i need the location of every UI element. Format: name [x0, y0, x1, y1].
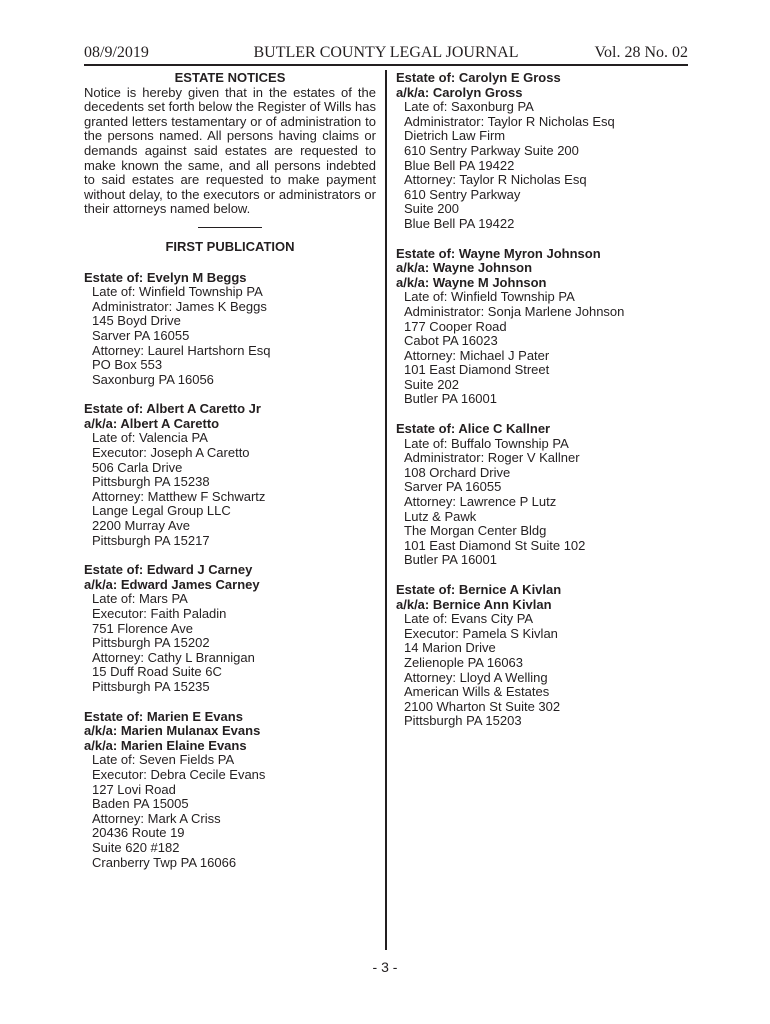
- estate-aka: a/k/a: Wayne Johnson: [396, 260, 533, 276]
- section-divider: [198, 227, 262, 228]
- estate-detail-line: Administrator: Sonja Marlene Johnson: [404, 303, 625, 319]
- estate-detail-line: 145 Boyd Drive: [92, 313, 181, 329]
- estate-detail-line: Cabot PA 16023: [404, 333, 498, 349]
- estate-detail-line: Executor: Pamela S Kivlan: [404, 625, 558, 641]
- estate-detail-line: Attorney: Taylor R Nicholas Esq: [404, 172, 587, 188]
- estate-detail-line: Zelienople PA 16063: [404, 654, 524, 670]
- header-rule: [84, 64, 688, 66]
- estate-detail-line: Cranberry Twp PA 16066: [92, 854, 237, 870]
- estate-detail-line: Late of: Saxonburg PA: [404, 99, 534, 115]
- estate-aka: a/k/a: Albert A Caretto: [84, 415, 220, 431]
- estate-detail-line: 751 Florence Ave: [92, 620, 193, 636]
- estate-detail-line: Late of: Evans City PA: [404, 611, 534, 627]
- estate-detail-line: Late of: Winfield Township PA: [404, 289, 575, 305]
- estate-name: Estate of: Carolyn E Gross: [396, 70, 561, 85]
- estate-name: Estate of: Alice C Kallner: [396, 421, 551, 437]
- estate-detail-line: American Wills & Estates: [404, 684, 550, 700]
- estate-entry: [84, 710, 376, 871]
- estate-detail-line: 14 Marion Drive: [404, 640, 496, 656]
- estate-detail-line: Lange Legal Group LLC: [92, 503, 231, 519]
- estate-aka: a/k/a: Bernice Ann Kivlan: [396, 596, 552, 612]
- journal-title: BUTLER COUNTY LEGAL JOURNAL: [253, 44, 519, 61]
- left-column: [84, 71, 376, 885]
- notices-heading: ESTATE NOTICES: [174, 70, 286, 85]
- estate-detail-line: Attorney: Laurel Hartshorn Esq: [92, 342, 271, 358]
- estate-detail-line: Pittsburgh PA 15203: [404, 713, 522, 729]
- notice-text: Notice is hereby given that in the estates of the decedents set forth below the Register of Wills has granted letters testamentary or of administration to the persons named. All persons having claims or demands against said estates are requested to make known the same, and all persons indebted to said estates are requested to make payment without delay, to the executors or administrators or their attorneys named below.: [84, 84, 376, 217]
- estate-detail-line: Late of: Buffalo Township PA: [404, 435, 569, 451]
- estate-detail-line: Dietrich Law Firm: [404, 128, 506, 144]
- estate-aka: a/k/a: Edward James Carney: [84, 576, 260, 592]
- estate-detail-line: 20436 Route 19: [92, 825, 185, 841]
- estate-detail-line: Blue Bell PA 19422: [404, 215, 515, 231]
- estate-detail-line: 2200 Murray Ave: [92, 518, 191, 534]
- estate-detail-line: Butler PA 16001: [404, 552, 497, 568]
- estate-entry: [396, 422, 688, 568]
- estate-detail-line: Pittsburgh PA 15217: [92, 532, 210, 548]
- estate-detail-line: Butler PA 16001: [404, 391, 497, 407]
- estate-detail-line: Attorney: Cathy L Brannigan: [92, 649, 255, 665]
- estate-detail-line: Pittsburgh PA 15202: [92, 635, 210, 651]
- estate-aka: a/k/a: Marien Mulanax Evans: [84, 723, 261, 739]
- column-divider: [385, 70, 387, 950]
- estate-detail-line: 2100 Wharton St Suite 302: [404, 698, 561, 714]
- estate-detail-line: Attorney: Lawrence P Lutz: [404, 494, 557, 510]
- estate-detail-line: Administrator: Taylor R Nicholas Esq: [404, 113, 615, 129]
- estate-detail-line: Sarver PA 16055: [404, 479, 502, 495]
- estate-detail-line: The Morgan Center Bldg: [404, 523, 547, 539]
- estate-detail-line: Attorney: Lloyd A Welling: [404, 669, 548, 685]
- estate-detail-line: Late of: Seven Fields PA: [92, 752, 235, 768]
- right-column: [396, 71, 688, 744]
- estate-detail-line: Administrator: James K Beggs: [92, 298, 267, 314]
- left-estate-list: [84, 271, 376, 871]
- estate-detail-line: Late of: Winfield Township PA: [92, 284, 263, 300]
- volume-number: Vol. 28 No. 02: [594, 44, 688, 61]
- estate-detail-line: 101 East Diamond Street: [404, 362, 550, 378]
- estate-detail-line: Saxonburg PA 16056: [92, 371, 214, 387]
- estate-detail-line: Attorney: Michael J Pater: [404, 347, 550, 363]
- estate-aka: a/k/a: Carolyn Gross: [396, 84, 523, 100]
- estate-name: Estate of: Wayne Myron Johnson: [396, 245, 601, 261]
- right-estate-list: [396, 71, 688, 729]
- estate-detail-line: 101 East Diamond St Suite 102: [404, 537, 586, 553]
- estate-entry: [396, 247, 688, 408]
- estate-detail-line: Attorney: Matthew F Schwartz: [92, 488, 266, 504]
- issue-date: 08/9/2019: [84, 44, 149, 61]
- page-header: [84, 44, 688, 64]
- estate-entry: [396, 583, 688, 729]
- estate-entry: [396, 71, 688, 232]
- estate-detail-line: 177 Cooper Road: [404, 318, 507, 334]
- estate-entry: [84, 402, 376, 548]
- estate-detail-line: 127 Lovi Road: [92, 781, 176, 797]
- estate-entry: [84, 271, 376, 388]
- estate-detail-line: Baden PA 15005: [92, 796, 189, 812]
- estate-detail-line: 610 Sentry Parkway: [404, 186, 521, 202]
- estate-name: Estate of: Albert A Caretto Jr: [84, 401, 261, 417]
- estate-detail-line: Blue Bell PA 19422: [404, 157, 515, 173]
- estate-detail-line: Suite 200: [404, 201, 459, 217]
- estate-detail-line: PO Box 553: [92, 357, 163, 373]
- estate-detail-line: Late of: Mars PA: [92, 591, 188, 607]
- estate-detail-line: Suite 620 #182: [92, 839, 180, 855]
- estate-detail-line: Suite 202: [404, 376, 459, 392]
- estate-name: Estate of: Bernice A Kivlan: [396, 582, 562, 597]
- estate-detail-line: Late of: Valencia PA: [92, 430, 208, 446]
- estate-name: Estate of: Edward J Carney: [84, 562, 253, 578]
- estate-detail-line: Executor: Faith Paladin: [92, 606, 227, 621]
- estate-detail-line: Sarver PA 16055: [92, 327, 190, 343]
- page-number: - 3 -: [372, 959, 398, 975]
- estate-detail-line: Pittsburgh PA 15235: [92, 678, 210, 694]
- estate-detail-line: Executor: Debra Cecile Evans: [92, 766, 266, 782]
- estate-aka: a/k/a: Wayne M Johnson: [396, 274, 547, 290]
- estate-entry: [84, 563, 376, 694]
- estate-name: Estate of: Marien E Evans: [84, 708, 243, 724]
- estate-detail-line: 610 Sentry Parkway Suite 200: [404, 142, 579, 158]
- estate-detail-line: Pittsburgh PA 15238: [92, 474, 210, 490]
- estate-detail-line: Executor: Joseph A Caretto: [92, 445, 250, 461]
- estate-detail-line: 108 Orchard Drive: [404, 464, 511, 480]
- estate-detail-line: 506 Carla Drive: [92, 459, 183, 475]
- estate-detail-line: Administrator: Roger V Kallner: [404, 450, 580, 466]
- estate-detail-line: Attorney: Mark A Criss: [92, 810, 221, 826]
- estate-detail-line: 15 Duff Road Suite 6C: [92, 664, 222, 680]
- estate-detail-line: Lutz & Pawk: [404, 508, 477, 524]
- publication-heading: FIRST PUBLICATION: [165, 238, 295, 254]
- estate-aka: a/k/a: Marien Elaine Evans: [84, 737, 247, 753]
- estate-name: Estate of: Evelyn M Beggs: [84, 269, 247, 285]
